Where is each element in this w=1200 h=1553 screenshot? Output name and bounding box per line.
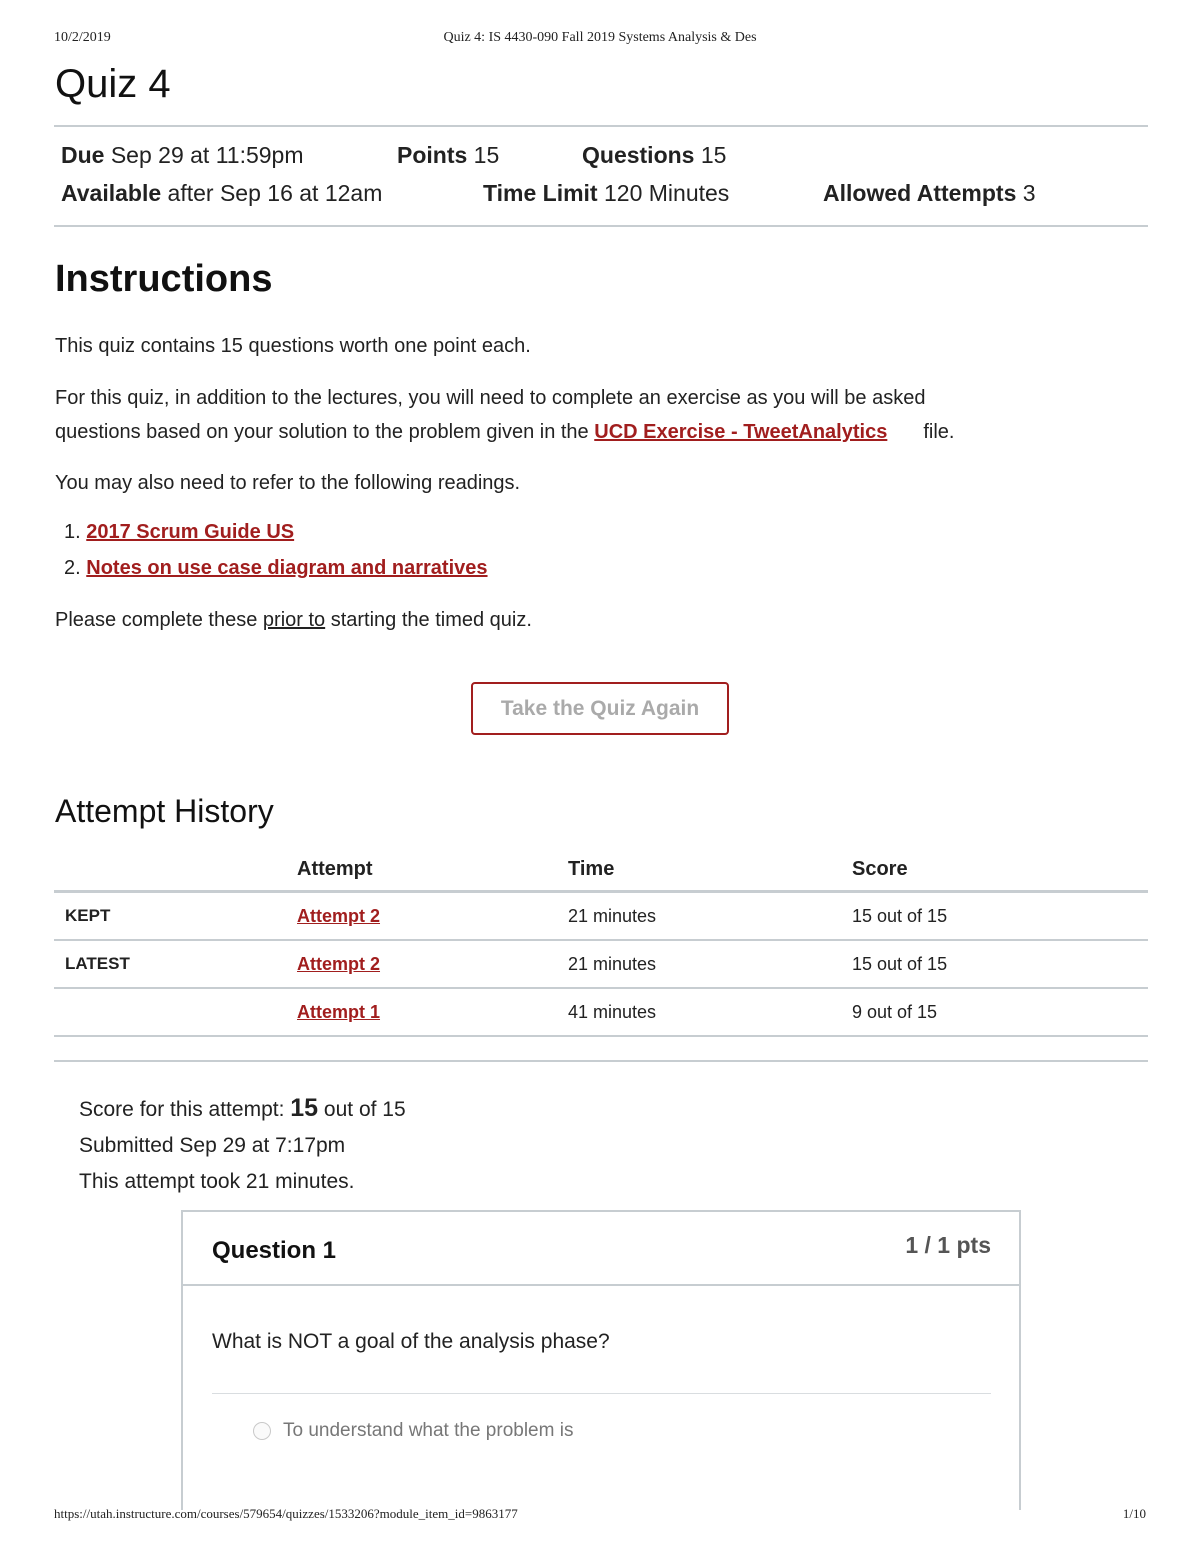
attempt-time: 41 minutes	[568, 988, 852, 1036]
score-suffix: out of 15	[318, 1098, 406, 1121]
column-header: Score	[852, 848, 1148, 892]
column-header: Attempt	[297, 848, 568, 892]
available-value: after Sep 16 at 12am	[167, 180, 383, 206]
row-label: KEPT	[54, 892, 297, 941]
use-case-notes-link[interactable]: Notes on use case diagram and narratives	[86, 557, 488, 579]
allowed-attempts-value: 3	[1022, 180, 1036, 206]
attempt-link[interactable]: Attempt 2	[297, 905, 381, 926]
due-info	[61, 142, 304, 169]
question-title: Question 1	[212, 1237, 337, 1264]
time-limit-label: Time Limit	[483, 180, 598, 206]
table-row	[54, 892, 1148, 941]
divider	[54, 1060, 1148, 1062]
ucd-exercise-link[interactable]: UCD Exercise - TweetAnalytics	[594, 421, 888, 443]
time-limit-info	[483, 180, 729, 207]
print-url: https://utah.instructure.com/courses/579654/quizzes/1533206?module_item_id=9863177	[54, 1506, 518, 1521]
table-header-row	[54, 848, 1148, 892]
page-title: Quiz 4	[55, 62, 171, 106]
print-date: 10/2/2019	[54, 30, 111, 45]
instructions-text-line: For this quiz, in addition to the lectures, you will need to complete an exercise as you will be asked	[55, 387, 926, 409]
answer-label: To understand what the problem is	[283, 1420, 574, 1441]
instructions-text	[55, 381, 954, 449]
instructions-text	[55, 603, 532, 637]
submitted-line: Submitted Sep 29 at 7:17pm	[79, 1134, 346, 1157]
time-limit-value: 120 Minutes	[604, 180, 730, 206]
row-label: LATEST	[54, 940, 297, 988]
row-label	[54, 988, 297, 1036]
available-label: Available	[61, 180, 162, 206]
attempt-link[interactable]: Attempt 1	[297, 1001, 381, 1022]
attempt-link[interactable]: Attempt 2	[297, 953, 381, 974]
attempt-time: 21 minutes	[568, 940, 852, 988]
attempt-history-heading: Attempt History	[55, 793, 274, 829]
page-number: 1/10	[1122, 1506, 1146, 1521]
score-prefix: Score for this attempt:	[79, 1098, 291, 1121]
due-value: Sep 29 at 11:59pm	[110, 142, 304, 168]
answer-option	[253, 1420, 573, 1442]
divider	[54, 225, 1148, 227]
points-info	[397, 142, 499, 169]
radio-button	[253, 1422, 271, 1440]
questions-label: Questions	[582, 142, 695, 168]
instructions-text-line: questions based on your solution to the problem given in the	[55, 421, 595, 443]
instructions-text: You may also need to refer to the following readings.	[55, 472, 521, 494]
attempt-summary	[79, 1090, 406, 1200]
question-text: What is NOT a goal of the analysis phase?	[212, 1330, 610, 1353]
instructions-text-underlined: prior to	[262, 609, 326, 631]
question-points: 1 / 1 pts	[905, 1232, 991, 1258]
table-row	[54, 988, 1148, 1036]
attempt-score: 15 out of 15	[852, 892, 1148, 941]
reading-list-item	[64, 557, 488, 580]
attempt-score-line	[79, 1090, 406, 1128]
question-header	[183, 1212, 1019, 1286]
column-header	[54, 848, 297, 892]
questions-info	[582, 142, 726, 169]
list-number: 2.	[64, 557, 81, 579]
print-footer	[54, 1506, 1146, 1526]
allowed-attempts-label: Allowed Attempts	[823, 180, 1017, 206]
question-card	[181, 1210, 1021, 1510]
scrum-guide-link[interactable]: 2017 Scrum Guide US	[86, 521, 295, 543]
score-value: 15	[290, 1094, 319, 1122]
table-row	[54, 940, 1148, 988]
instructions-text-part: starting the timed quiz.	[325, 609, 532, 631]
divider	[212, 1393, 991, 1394]
duration-line: This attempt took 21 minutes.	[79, 1170, 355, 1193]
attempt-history-table	[54, 848, 1148, 1037]
due-label: Due	[61, 142, 105, 168]
print-header	[54, 30, 1146, 50]
attempt-score: 9 out of 15	[852, 988, 1148, 1036]
allowed-attempts-info	[823, 180, 1036, 207]
column-header: Time	[568, 848, 852, 892]
attempt-score: 15 out of 15	[852, 940, 1148, 988]
points-label: Points	[397, 142, 468, 168]
reading-list-item	[64, 521, 294, 544]
list-number: 1.	[64, 521, 81, 543]
print-title: Quiz 4: IS 4430-090 Fall 2019 Systems Analysis & Des	[443, 30, 757, 45]
attempt-time: 21 minutes	[568, 892, 852, 941]
points-value: 15	[473, 142, 500, 168]
instructions-heading: Instructions	[55, 258, 273, 300]
take-quiz-again-button[interactable]: Take the Quiz Again	[471, 682, 729, 735]
instructions-text-line: file.	[923, 421, 955, 443]
instructions-text-part: Please complete these	[55, 609, 263, 631]
available-info	[61, 180, 382, 207]
questions-value: 15	[700, 142, 727, 168]
divider	[54, 125, 1148, 127]
instructions-text: This quiz contains 15 questions worth one point each.	[55, 335, 531, 357]
